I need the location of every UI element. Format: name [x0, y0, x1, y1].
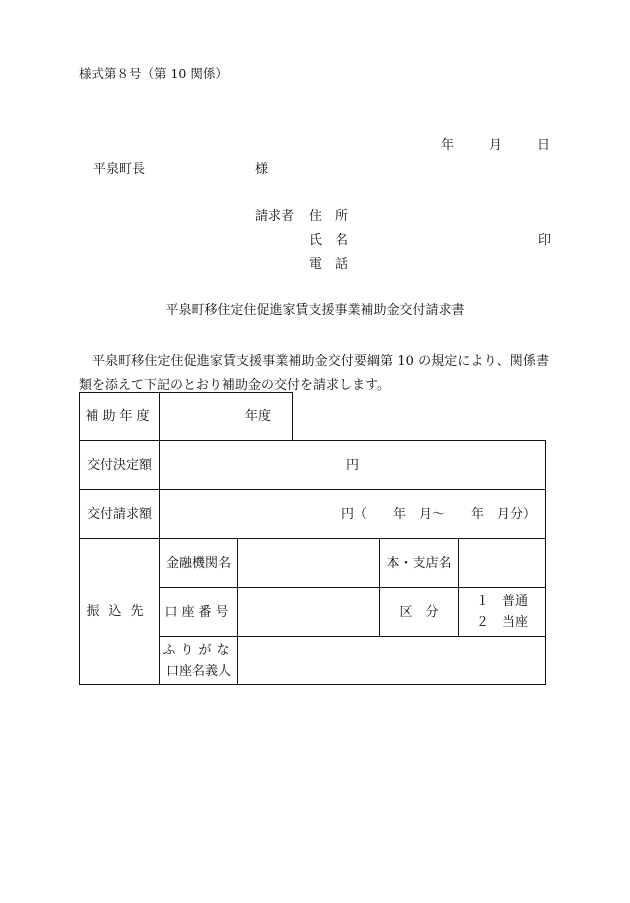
requester-phone-label: 電 話 — [309, 257, 349, 272]
fiscal-year-unit: 年度 — [244, 409, 271, 424]
decision-amount-unit: 円 — [345, 457, 359, 473]
transfer-label: 振込先 — [86, 604, 153, 619]
requester-address-label: 住 所 — [309, 209, 349, 224]
account-type-option-regular[interactable]: １ 普通 — [475, 594, 528, 609]
fiscal-year-label-cell — [79, 392, 160, 441]
account-holder-input[interactable] — [237, 636, 546, 685]
account-type-option-checking[interactable]: ２ 当座 — [475, 615, 528, 630]
bank-name-input[interactable] — [237, 538, 380, 588]
addressee-honorific: 様 — [255, 162, 269, 177]
decision-amount-label-cell — [79, 440, 160, 490]
account-number-label: 口座番号 — [164, 604, 233, 620]
account-type-label: 区 分 — [399, 604, 439, 620]
fiscal-year-value-cell[interactable] — [159, 392, 293, 441]
document-title: 平泉町移住定住促進家賃支援事業補助金交付請求書 — [165, 303, 465, 318]
decision-amount-value-cell[interactable] — [159, 440, 546, 490]
seal-mark: 印 — [538, 233, 552, 248]
date-month: 月 — [489, 138, 503, 153]
request-amount-text: 円（ 年 月～ 年 月分） — [340, 506, 536, 522]
account-type-label-cell — [379, 587, 459, 637]
decision-amount-label: 交付決定額 — [86, 457, 152, 473]
date-year: 年 — [441, 138, 455, 153]
branch-name-input[interactable] — [458, 538, 546, 588]
branch-label-cell — [379, 538, 459, 588]
furigana-label: ふりがな — [162, 642, 235, 658]
request-amount-label-cell — [79, 489, 160, 539]
form-number: 様式第８号（第 10 関係） — [79, 66, 228, 81]
requester-label: 請求者 — [255, 209, 295, 224]
account-number-label-cell — [159, 587, 238, 637]
account-number-input[interactable] — [237, 587, 380, 637]
holder-label-cell — [159, 636, 238, 685]
body-paragraph — [79, 350, 549, 398]
requester-name-label: 氏 名 — [309, 233, 349, 248]
date-day: 日 — [537, 138, 551, 153]
bank-label-cell — [159, 538, 238, 588]
request-amount-value-cell[interactable] — [159, 489, 546, 539]
account-type-options[interactable] — [458, 587, 546, 637]
request-amount-label: 交付請求額 — [86, 506, 152, 522]
transfer-label-cell — [79, 538, 160, 685]
branch-label: 本・支店名 — [386, 555, 452, 571]
body-text: 平泉町移住定住促進家賃支援事業補助金交付要綱第 10 の規定により、関係書類を添えて下記のとおり補助金の交付を請求します。 — [79, 354, 549, 393]
bank-label: 金融機関名 — [165, 555, 231, 571]
addressee-name: 平泉町長 — [93, 162, 146, 177]
holder-label: 口座名義人 — [165, 663, 231, 679]
fiscal-year-label: 補助年度 — [85, 409, 154, 424]
